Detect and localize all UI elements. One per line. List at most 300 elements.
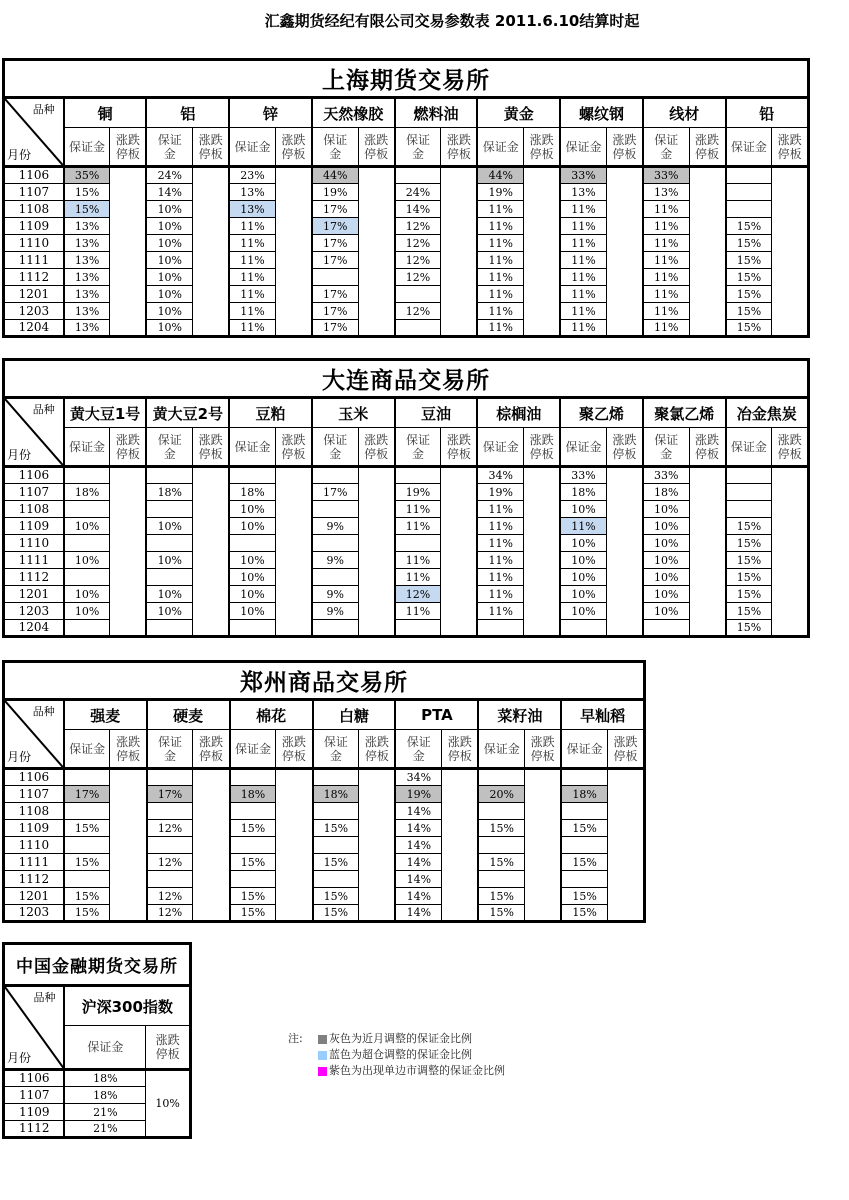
margin-cell — [477, 620, 523, 637]
margin-cell: 18% — [643, 484, 689, 501]
limit-header: 涨跌 停板 — [608, 730, 645, 769]
month-cell: 1110 — [4, 535, 64, 552]
margin-cell: 15% — [230, 905, 276, 922]
margin-cell: 13% — [229, 201, 275, 218]
month-cell: 1203 — [4, 603, 64, 620]
margin-cell: 12% — [395, 269, 441, 286]
margin-cell: 11% — [560, 303, 606, 320]
margin-cell — [395, 535, 441, 552]
margin-cell — [726, 501, 772, 518]
month-cell: 1106 — [4, 167, 64, 184]
margin-cell: 12% — [147, 905, 193, 922]
margin-cell — [313, 769, 359, 786]
product-name: 线材 — [643, 98, 726, 128]
margin-cell: 11% — [477, 552, 523, 569]
limit-cell — [524, 167, 561, 337]
margin-header: 保证金 — [229, 128, 275, 167]
margin-cell: 10% — [229, 586, 275, 603]
margin-cell: 10% — [146, 201, 192, 218]
margin-cell: 24% — [146, 167, 192, 184]
margin-cell: 10% — [643, 552, 689, 569]
limit-header: 涨跌 停板 — [193, 128, 230, 167]
product-name: 铝 — [146, 98, 229, 128]
margin-cell: 15% — [726, 252, 772, 269]
limit-header: 涨跌 停板 — [441, 428, 478, 467]
margin-cell — [313, 803, 359, 820]
margin-cell: 14% — [395, 837, 441, 854]
margin-cell: 17% — [64, 786, 110, 803]
margin-cell: 15% — [726, 320, 772, 337]
month-cell: 1109 — [4, 1104, 65, 1121]
margin-cell: 10% — [229, 501, 275, 518]
margin-cell: 15% — [230, 820, 276, 837]
margin-cell — [146, 467, 192, 484]
margin-header: 保证金 — [64, 1026, 145, 1070]
margin-cell: 18% — [230, 786, 276, 803]
limit-cell — [524, 467, 561, 637]
margin-cell — [561, 837, 607, 854]
margin-cell: 11% — [560, 320, 606, 337]
margin-cell: 15% — [726, 552, 772, 569]
margin-cell: 11% — [643, 303, 689, 320]
exchange-title-row — [4, 662, 645, 700]
limit-cell — [772, 467, 809, 637]
margin-cell — [146, 620, 192, 637]
margin-cell — [478, 871, 524, 888]
limit-cell — [606, 467, 643, 637]
margin-header: 保证金 — [478, 730, 524, 769]
margin-cell: 15% — [726, 286, 772, 303]
margin-cell: 33% — [560, 167, 606, 184]
margin-cell — [147, 769, 193, 786]
margin-cell: 15% — [230, 888, 276, 905]
limit-header: 涨跌 停板 — [275, 428, 312, 467]
margin-cell: 13% — [64, 218, 110, 235]
margin-cell: 15% — [561, 905, 607, 922]
margin-cell: 11% — [229, 303, 275, 320]
margin-cell: 11% — [560, 201, 606, 218]
margin-cell: 14% — [395, 854, 441, 871]
month-cell: 1107 — [4, 184, 64, 201]
limit-cell — [275, 467, 312, 637]
limit-cell — [276, 769, 313, 922]
margin-cell: 11% — [229, 286, 275, 303]
limit-header: 涨跌 停板 — [772, 428, 809, 467]
margin-header: 保证金 — [229, 428, 275, 467]
margin-cell: 15% — [726, 603, 772, 620]
margin-cell — [395, 620, 441, 637]
product-header-row — [4, 986, 191, 1026]
margin-cell: 15% — [64, 201, 110, 218]
margin-cell: 15% — [313, 888, 359, 905]
margin-cell: 11% — [395, 603, 441, 620]
margin-cell: 44% — [477, 167, 523, 184]
margin-header: 保证 金 — [395, 128, 441, 167]
margin-cell — [312, 467, 358, 484]
margin-cell: 11% — [229, 235, 275, 252]
margin-header: 保证 金 — [395, 428, 441, 467]
margin-header: 保证金 — [560, 428, 606, 467]
margin-cell — [64, 467, 110, 484]
margin-cell — [64, 569, 110, 586]
limit-cell — [110, 167, 147, 337]
margin-cell: 12% — [147, 820, 193, 837]
margin-cell: 15% — [478, 888, 524, 905]
margin-cell: 10% — [146, 269, 192, 286]
exchange-title: 郑州商品交易所 — [4, 662, 645, 700]
margin-cell: 14% — [395, 888, 441, 905]
month-cell: 1111 — [4, 552, 64, 569]
margin-cell: 15% — [726, 518, 772, 535]
margin-cell: 11% — [560, 269, 606, 286]
month-cell: 1203 — [4, 303, 64, 320]
margin-cell — [312, 535, 358, 552]
margin-cell: 18% — [146, 484, 192, 501]
margin-cell: 11% — [477, 535, 523, 552]
margin-cell: 17% — [312, 303, 358, 320]
margin-cell: 11% — [477, 252, 523, 269]
margin-header: 保证金 — [726, 428, 772, 467]
margin-cell — [64, 769, 110, 786]
margin-cell: 11% — [477, 235, 523, 252]
margin-cell: 19% — [395, 786, 441, 803]
margin-cell: 17% — [312, 484, 358, 501]
limit-header: 涨跌 停板 — [442, 730, 479, 769]
margin-header: 保证金 — [560, 128, 606, 167]
margin-cell: 44% — [312, 167, 358, 184]
margin-cell: 12% — [147, 888, 193, 905]
product-name: 豆粕 — [229, 398, 312, 428]
margin-cell: 11% — [643, 235, 689, 252]
margin-cell — [313, 837, 359, 854]
margin-cell — [312, 569, 358, 586]
margin-cell — [230, 803, 276, 820]
margin-cell: 15% — [64, 905, 110, 922]
margin-cell: 11% — [560, 252, 606, 269]
margin-cell: 15% — [64, 854, 110, 871]
variety-label: 品种 — [33, 991, 56, 1004]
margin-cell: 11% — [643, 218, 689, 235]
limit-header: 涨跌 停板 — [606, 128, 643, 167]
shfe-table — [2, 58, 810, 338]
month-cell: 1108 — [4, 501, 64, 518]
margin-cell: 10% — [229, 603, 275, 620]
margin-cell: 15% — [726, 569, 772, 586]
margin-cell: 14% — [395, 905, 441, 922]
margin-cell: 13% — [229, 184, 275, 201]
document-title: 汇鑫期货经纪有限公司交易参数表 2011.6.10结算时起 — [264, 12, 640, 30]
margin-cell — [726, 484, 772, 501]
limit-cell — [689, 467, 726, 637]
product-name: 冶金焦炭 — [726, 398, 809, 428]
margin-cell: 33% — [643, 167, 689, 184]
margin-cell: 10% — [146, 252, 192, 269]
subheader-row — [4, 428, 809, 467]
product-name: 硬麦 — [147, 700, 230, 730]
margin-cell: 10% — [229, 569, 275, 586]
product-header-row — [4, 98, 809, 128]
margin-cell: 14% — [395, 201, 441, 218]
margin-cell: 11% — [395, 518, 441, 535]
margin-cell: 15% — [478, 820, 524, 837]
month-cell: 1110 — [4, 837, 64, 854]
legend-row-blue — [288, 1047, 505, 1063]
margin-cell — [312, 269, 358, 286]
limit-header: 涨跌 停板 — [524, 128, 561, 167]
margin-header: 保证金 — [477, 428, 523, 467]
margin-cell: 11% — [643, 320, 689, 337]
margin-cell: 11% — [643, 286, 689, 303]
margin-cell: 10% — [229, 552, 275, 569]
limit-cell — [359, 769, 396, 922]
limit-cell — [689, 167, 726, 337]
margin-cell — [146, 535, 192, 552]
limit-header: 涨跌 停板 — [276, 730, 313, 769]
month-label: 月份 — [7, 148, 32, 162]
margin-cell: 33% — [560, 467, 606, 484]
product-name: 燃料油 — [395, 98, 478, 128]
limit-cell — [441, 467, 478, 637]
margin-cell: 15% — [726, 586, 772, 603]
margin-cell: 19% — [395, 484, 441, 501]
product-name: 菜籽油 — [478, 700, 561, 730]
margin-header: 保证 金 — [312, 128, 358, 167]
margin-cell: 33% — [643, 467, 689, 484]
margin-cell — [312, 501, 358, 518]
margin-cell: 11% — [477, 603, 523, 620]
margin-cell: 13% — [643, 184, 689, 201]
margin-cell: 10% — [229, 518, 275, 535]
margin-cell: 19% — [477, 484, 523, 501]
margin-cell: 10% — [64, 586, 110, 603]
margin-cell: 12% — [147, 854, 193, 871]
product-name: PTA — [395, 700, 478, 730]
table-row — [4, 1070, 191, 1087]
margin-cell — [726, 201, 772, 218]
limit-header: 涨跌 停板 — [359, 730, 396, 769]
month-cell: 1112 — [4, 269, 64, 286]
product-name: 豆油 — [395, 398, 478, 428]
margin-cell: 34% — [477, 467, 523, 484]
margin-cell: 17% — [147, 786, 193, 803]
margin-cell — [478, 769, 524, 786]
month-cell: 1112 — [4, 569, 64, 586]
margin-cell — [395, 286, 441, 303]
margin-cell: 14% — [146, 184, 192, 201]
margin-cell — [64, 837, 110, 854]
product-name: 玉米 — [312, 398, 395, 428]
product-name: 聚乙烯 — [560, 398, 643, 428]
table-row — [4, 467, 809, 484]
margin-cell: 18% — [561, 786, 607, 803]
margin-cell: 18% — [229, 484, 275, 501]
month-cell: 1111 — [4, 854, 64, 871]
margin-cell: 10% — [560, 586, 606, 603]
margin-cell: 15% — [64, 820, 110, 837]
margin-cell — [64, 620, 110, 637]
margin-cell: 11% — [395, 569, 441, 586]
exchange-title-row — [4, 60, 809, 98]
product-name: 棉花 — [230, 700, 313, 730]
margin-cell: 18% — [64, 1070, 145, 1087]
limit-header: 涨跌 停板 — [110, 128, 147, 167]
product-name: 黄大豆1号 — [64, 398, 147, 428]
margin-cell — [147, 871, 193, 888]
margin-cell: 23% — [229, 167, 275, 184]
margin-cell: 14% — [395, 803, 441, 820]
legend — [288, 1031, 505, 1079]
margin-cell: 15% — [561, 820, 607, 837]
month-cell: 1203 — [4, 905, 64, 922]
margin-cell: 15% — [726, 620, 772, 637]
month-label: 月份 — [7, 750, 32, 764]
margin-cell: 11% — [229, 252, 275, 269]
margin-cell: 18% — [64, 1087, 145, 1104]
margin-cell: 10% — [146, 235, 192, 252]
limit-header: 涨跌 停板 — [441, 128, 478, 167]
margin-cell — [230, 837, 276, 854]
margin-cell: 10% — [146, 586, 192, 603]
margin-header: 保证金 — [64, 730, 110, 769]
margin-header: 保证 金 — [313, 730, 359, 769]
margin-cell: 15% — [726, 303, 772, 320]
blue-swatch-icon — [318, 1051, 327, 1060]
margin-cell: 15% — [726, 269, 772, 286]
limit-cell — [110, 467, 147, 637]
margin-cell: 17% — [312, 235, 358, 252]
month-cell: 1107 — [4, 1087, 65, 1104]
margin-cell: 15% — [726, 535, 772, 552]
margin-header: 保证 金 — [312, 428, 358, 467]
margin-cell: 10% — [146, 218, 192, 235]
margin-cell: 13% — [64, 286, 110, 303]
margin-cell: 18% — [64, 484, 110, 501]
month-cell: 1204 — [4, 320, 64, 337]
product-name: 沪深300指数 — [64, 986, 190, 1026]
margin-cell — [229, 620, 275, 637]
variety-label: 品种 — [32, 103, 55, 116]
margin-cell — [147, 837, 193, 854]
product-name: 白糖 — [313, 700, 396, 730]
margin-cell — [643, 620, 689, 637]
margin-header: 保证金 — [64, 128, 110, 167]
margin-cell — [478, 837, 524, 854]
exchange-title-row — [4, 944, 191, 986]
margin-cell: 10% — [146, 552, 192, 569]
margin-cell: 12% — [395, 252, 441, 269]
month-cell: 1108 — [4, 803, 64, 820]
legend-text: 灰色为近月调整的保证金比例 — [329, 1032, 472, 1045]
margin-cell: 10% — [560, 569, 606, 586]
cffex-table — [2, 942, 192, 1139]
margin-cell: 10% — [146, 303, 192, 320]
margin-cell: 12% — [395, 235, 441, 252]
month-cell: 1201 — [4, 286, 64, 303]
limit-header: 涨跌 停板 — [689, 128, 726, 167]
limit-header: 涨跌 停板 — [772, 128, 809, 167]
limit-header: 涨跌 停板 — [110, 428, 147, 467]
margin-cell: 11% — [560, 235, 606, 252]
limit-header: 涨跌 停板 — [110, 730, 147, 769]
margin-cell: 15% — [478, 854, 524, 871]
month-cell: 1106 — [4, 1070, 65, 1087]
month-cell: 1109 — [4, 218, 64, 235]
limit-cell — [358, 467, 395, 637]
margin-cell: 10% — [64, 603, 110, 620]
margin-cell: 11% — [477, 569, 523, 586]
margin-cell: 15% — [726, 235, 772, 252]
margin-cell: 11% — [477, 201, 523, 218]
margin-cell: 10% — [643, 586, 689, 603]
margin-cell — [230, 769, 276, 786]
margin-cell: 15% — [313, 820, 359, 837]
month-label: 月份 — [7, 1051, 32, 1065]
product-name: 棕榈油 — [477, 398, 560, 428]
limit-header: 涨跌 停板 — [525, 730, 562, 769]
margin-cell: 18% — [313, 786, 359, 803]
margin-cell: 17% — [312, 201, 358, 218]
margin-cell: 13% — [64, 252, 110, 269]
margin-cell: 35% — [64, 167, 110, 184]
month-cell: 1106 — [4, 769, 64, 786]
margin-header: 保证 金 — [146, 428, 192, 467]
margin-cell — [395, 320, 441, 337]
subheader-row — [4, 128, 809, 167]
margin-cell: 10% — [146, 518, 192, 535]
margin-cell: 10% — [146, 286, 192, 303]
margin-cell: 20% — [478, 786, 524, 803]
margin-cell: 15% — [561, 854, 607, 871]
margin-cell: 15% — [726, 218, 772, 235]
margin-cell: 21% — [64, 1104, 145, 1121]
margin-cell — [312, 620, 358, 637]
limit-cell — [608, 769, 645, 922]
margin-cell: 10% — [643, 518, 689, 535]
exchange-title: 上海期货交易所 — [4, 60, 809, 98]
product-name: 铜 — [64, 98, 147, 128]
margin-cell: 10% — [64, 518, 110, 535]
margin-cell: 12% — [395, 586, 441, 603]
magenta-swatch-icon — [318, 1067, 327, 1076]
margin-cell — [229, 467, 275, 484]
margin-cell: 17% — [312, 218, 358, 235]
margin-header: 保证金 — [64, 428, 110, 467]
month-cell: 1110 — [4, 235, 64, 252]
margin-cell: 15% — [230, 854, 276, 871]
margin-cell: 11% — [477, 269, 523, 286]
margin-cell: 10% — [146, 320, 192, 337]
margin-cell — [230, 871, 276, 888]
legend-row-gray — [288, 1031, 505, 1047]
limit-cell — [525, 769, 562, 922]
margin-cell: 15% — [313, 854, 359, 871]
margin-cell: 19% — [477, 184, 523, 201]
margin-cell — [395, 467, 441, 484]
subheader-row — [4, 730, 645, 769]
limit-cell — [441, 167, 478, 337]
corner-header — [4, 700, 64, 769]
margin-header: 保证金 — [477, 128, 523, 167]
margin-cell: 13% — [64, 235, 110, 252]
margin-cell: 11% — [395, 501, 441, 518]
variety-label: 品种 — [32, 705, 55, 718]
margin-cell: 12% — [395, 218, 441, 235]
margin-cell — [146, 569, 192, 586]
month-cell: 1112 — [4, 1121, 65, 1138]
margin-cell: 11% — [560, 286, 606, 303]
limit-cell — [606, 167, 643, 337]
margin-cell: 11% — [229, 320, 275, 337]
